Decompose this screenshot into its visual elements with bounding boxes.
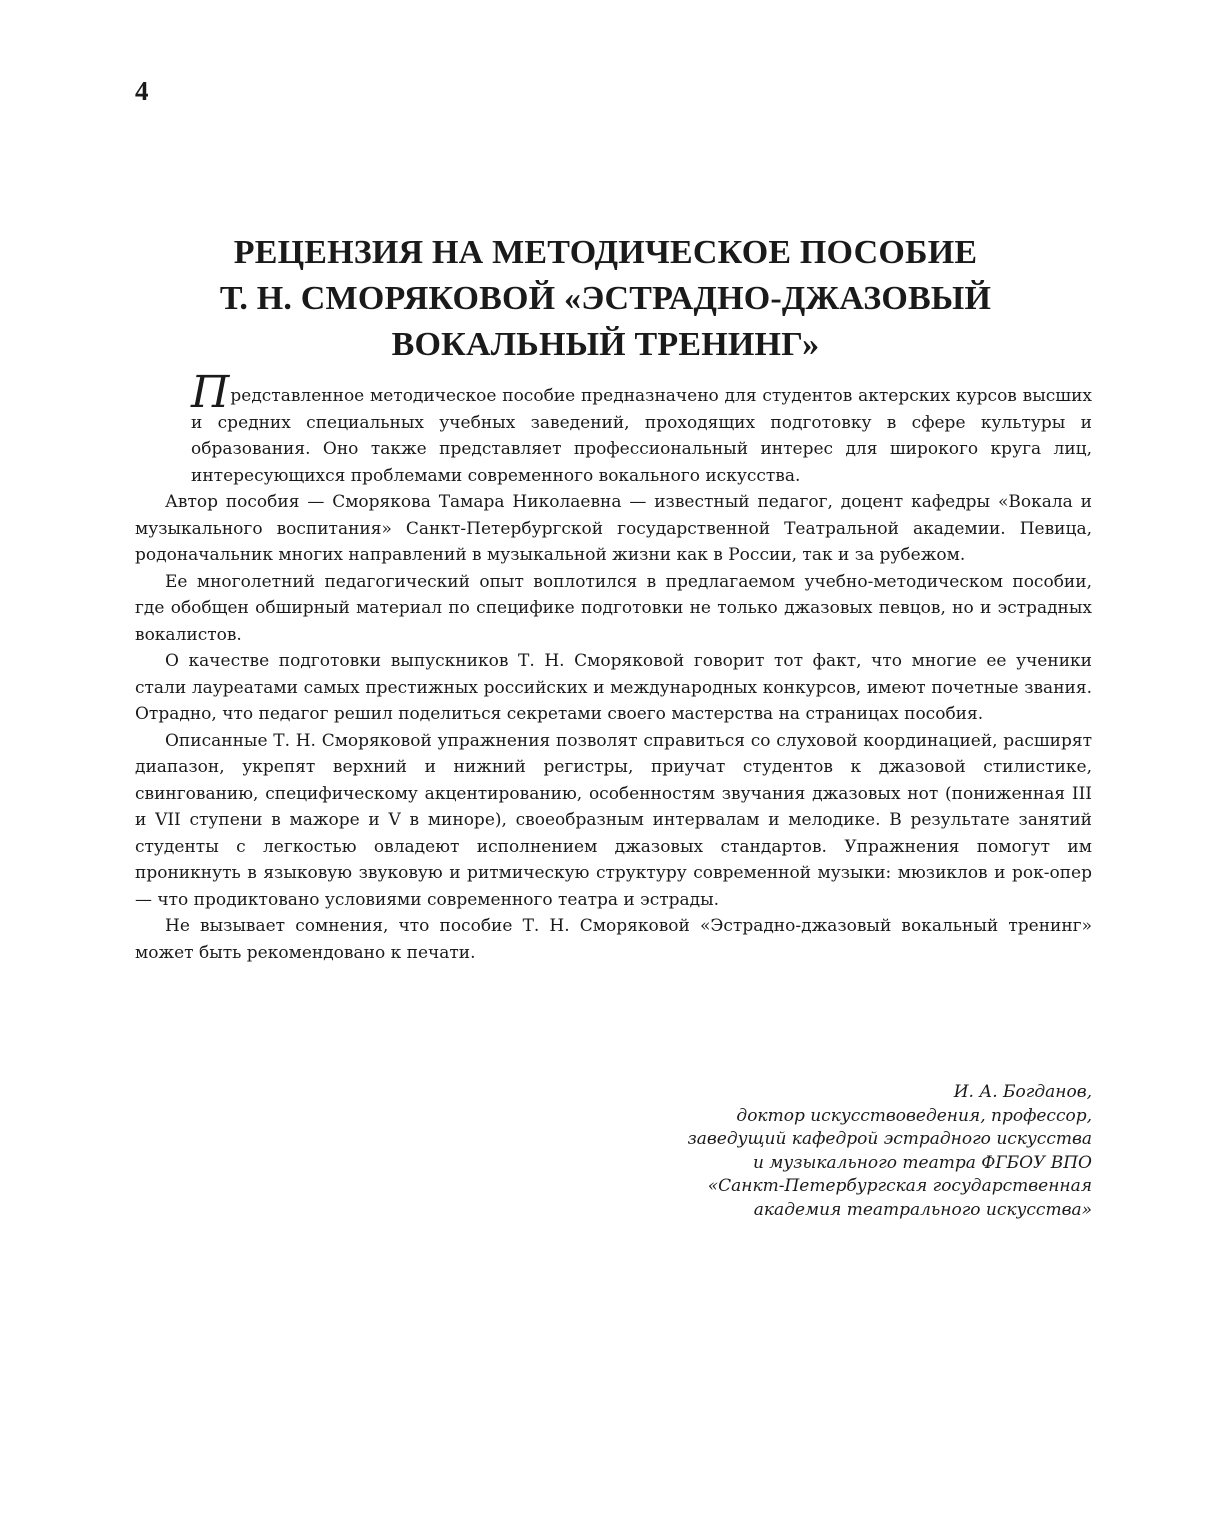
review-body — [135, 367, 1092, 966]
paragraph-1 — [135, 367, 1092, 489]
paragraph-6: Не вызывает сомнения, что пособие Т. Н. Сморяковой «Эстрадно-джазовый вокальный тренинг» может быть рекомендовано к печати. — [135, 916, 1092, 963]
paragraph-2: Автор пособия — Сморякова Тамара Николаевна — известный педагог, доцент кафедры «Вокала и музыкального воспитания» Санкт-Петербургской государственной Театральной академии. Певица, родоначальник многих направлений в музыкальной жизни как в России, так и за рубежом. — [135, 492, 1092, 565]
title-line-2: Т. Н. СМОРЯКОВОЙ «ЭСТРАДНО-ДЖАЗОВЫЙ — [219, 280, 992, 317]
reviewer-title-line-4: «Санкт-Петербургская государственная — [707, 1176, 1092, 1196]
reviewer-name: И. А. Богданов, — [953, 1082, 1092, 1102]
reviewer-title-line-2: заведущий кафедрой эстрадного искусства — [687, 1129, 1092, 1149]
page-number: 4 — [135, 76, 149, 106]
reviewer-title-line-5: академия театрального искусства» — [753, 1199, 1092, 1220]
paragraph-4: О качестве подготовки выпускников Т. Н. Сморяковой говорит тот факт, что многие ее ученики стали лауреатами самых престижных российских и международных конкурсов, имеют почетные звания. Отрадно, что педагог решил поделиться секретами своего мастерства на страницах пособия. — [135, 651, 1092, 724]
title-line-1: РЕЦЕНЗИЯ НА МЕТОДИЧЕСКОЕ ПОСОБИЕ — [233, 234, 978, 271]
reviewer-signature — [687, 1081, 1092, 1222]
paragraph-3: Ее многолетний педагогический опыт воплотился в предлагаемом учебно-методическом пособии, где обобщен обширный материал по специфике подготовки не только джазовых певцов, но и эстрадных вокалистов. — [135, 571, 1092, 645]
page-title — [135, 230, 1076, 368]
drop-cap-initial: П — [191, 367, 230, 418]
reviewer-title-line-3: и музыкального театра ФГБОУ ВПО — [752, 1152, 1092, 1173]
title-line-3: ВОКАЛЬНЫЙ ТРЕНИНГ» — [391, 326, 820, 363]
paragraph-5: Описанные Т. Н. Сморяковой упражнения позволят справиться со слуховой координацией, расширят диапазон, укрепят верхний и нижний регистры, приучат студентов к джазовой стилистике, свингованию, специфическому акцентированию, особенностям звучания джазовых нот (пониженная III и VII ступени в мажоре и V в миноре), своеобразным интервалам и мелодике. В результате занятий студенты с легкостью овладеют исполнением джазовых стандартов. Упражнения помогут им проникнуть в языковую звуковую и ритмическую структуру современной музыки: мюзиклов и рок-опер — что продиктовано условиями современного театра и эстрады. — [135, 730, 1092, 910]
reviewer-title-line-1: доктор искусствоведения, профессор, — [736, 1105, 1092, 1126]
paragraph-1-text: редставленное методическое пособие предназначено для студентов актерских курсов высших и средних специальных учебных заведений, проходящих подготовку в сфере культуры и образования. Оно также представляет профессиональный интерес для широкого круга лиц, интересующихся проблемами современного вокального искусства. — [191, 386, 1092, 486]
